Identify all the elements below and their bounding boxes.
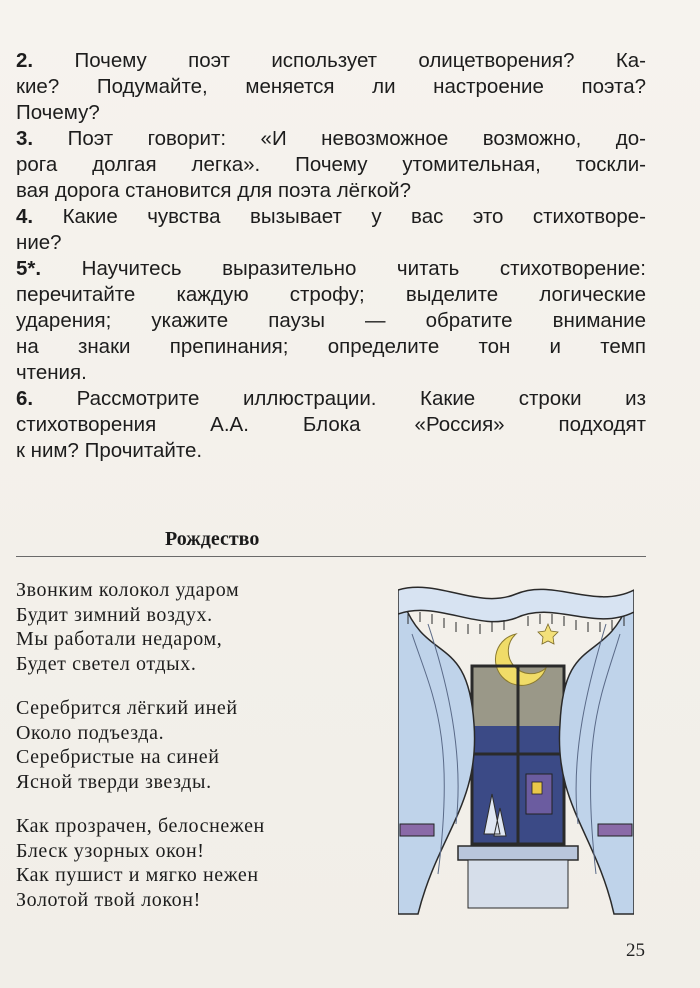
poem-line: Золотой твой локон! [16,888,201,911]
title-rule [16,556,646,557]
question-number: 6. [16,387,34,410]
question-line [16,412,646,438]
poem-stanza [16,814,265,912]
page-number: 25 [626,940,645,961]
question-text: Почему поэт использует олицетворения? Ка- [74,49,646,72]
question-text: к ним? Прочитайте. [16,439,203,462]
question-line [16,256,646,282]
question-text: стихотворения А.А. Блока «Россия» подходят [16,413,646,436]
question-text: Поэт говорит: «И невозможное возможно, до- [67,127,646,150]
question-1 [16,48,646,126]
question-line [16,282,646,308]
question-3 [16,204,646,256]
question-text: Рассмотрите иллюстрации. Какие строки из [76,387,646,410]
question-line [16,438,646,464]
question-text: на знаки препинания; определите тон и темп [16,335,646,358]
question-line [16,334,646,360]
poem-line: Будет светел отдых. [16,652,197,675]
poem-title: Рождество [165,528,260,550]
question-text: кие? Подумайте, меняется ли настроение поэта? [16,75,646,98]
poem-text [16,578,265,932]
question-number: 2. [16,49,34,72]
question-line [16,360,646,386]
question-text: Научитесь выразительно читать стихотворение: [81,257,646,280]
questions-block [16,48,646,464]
question-number: 3. [16,127,34,150]
question-line [16,386,646,412]
question-number: 5*. [16,257,42,280]
question-line [16,74,646,100]
poem-line: Серебрится лёгкий иней [16,697,238,719]
poem-line: Серебристые на синей [16,746,220,768]
question-2 [16,126,646,204]
question-4 [16,256,646,386]
question-text: ударения; укажите паузы — обратите внимание [16,309,646,332]
poem-line: Звонким колокол ударом [16,579,240,601]
question-text: перечитайте каждую строфу; выделите логические [16,283,646,306]
question-line [16,126,646,152]
question-line [16,230,646,256]
poem-line: Как прозрачен, белоснежен [16,815,265,837]
question-text: Какие чувства вызывает у вас это стихотворе- [62,205,646,228]
question-line [16,204,646,230]
poem-stanza [16,578,265,676]
question-line [16,100,646,126]
poem-line: Около подъезда. [16,721,165,744]
question-line [16,178,646,204]
question-5 [16,386,646,464]
poem-line: Как пушист и мягко нежен [16,864,259,886]
question-line [16,48,646,74]
question-line [16,308,646,334]
question-line [16,152,646,178]
poem-line: Блеск узорных окон! [16,839,205,862]
question-text: Почему? [16,101,100,124]
poem-line: Мы работали недаром, [16,628,223,650]
question-text: ние? [16,231,62,254]
question-text: чтения. [16,361,87,384]
window-illustration [398,574,634,920]
poem-line: Будит зимний воздух. [16,603,213,626]
poem-stanza [16,696,265,794]
question-text: рога долгая легка». Почему утомительная, тоскли- [16,153,646,176]
question-number: 4. [16,205,34,228]
poem-line: Ясной тверди звезды. [16,770,212,793]
question-text: вая дорога становится для поэта лёгкой? [16,179,412,202]
